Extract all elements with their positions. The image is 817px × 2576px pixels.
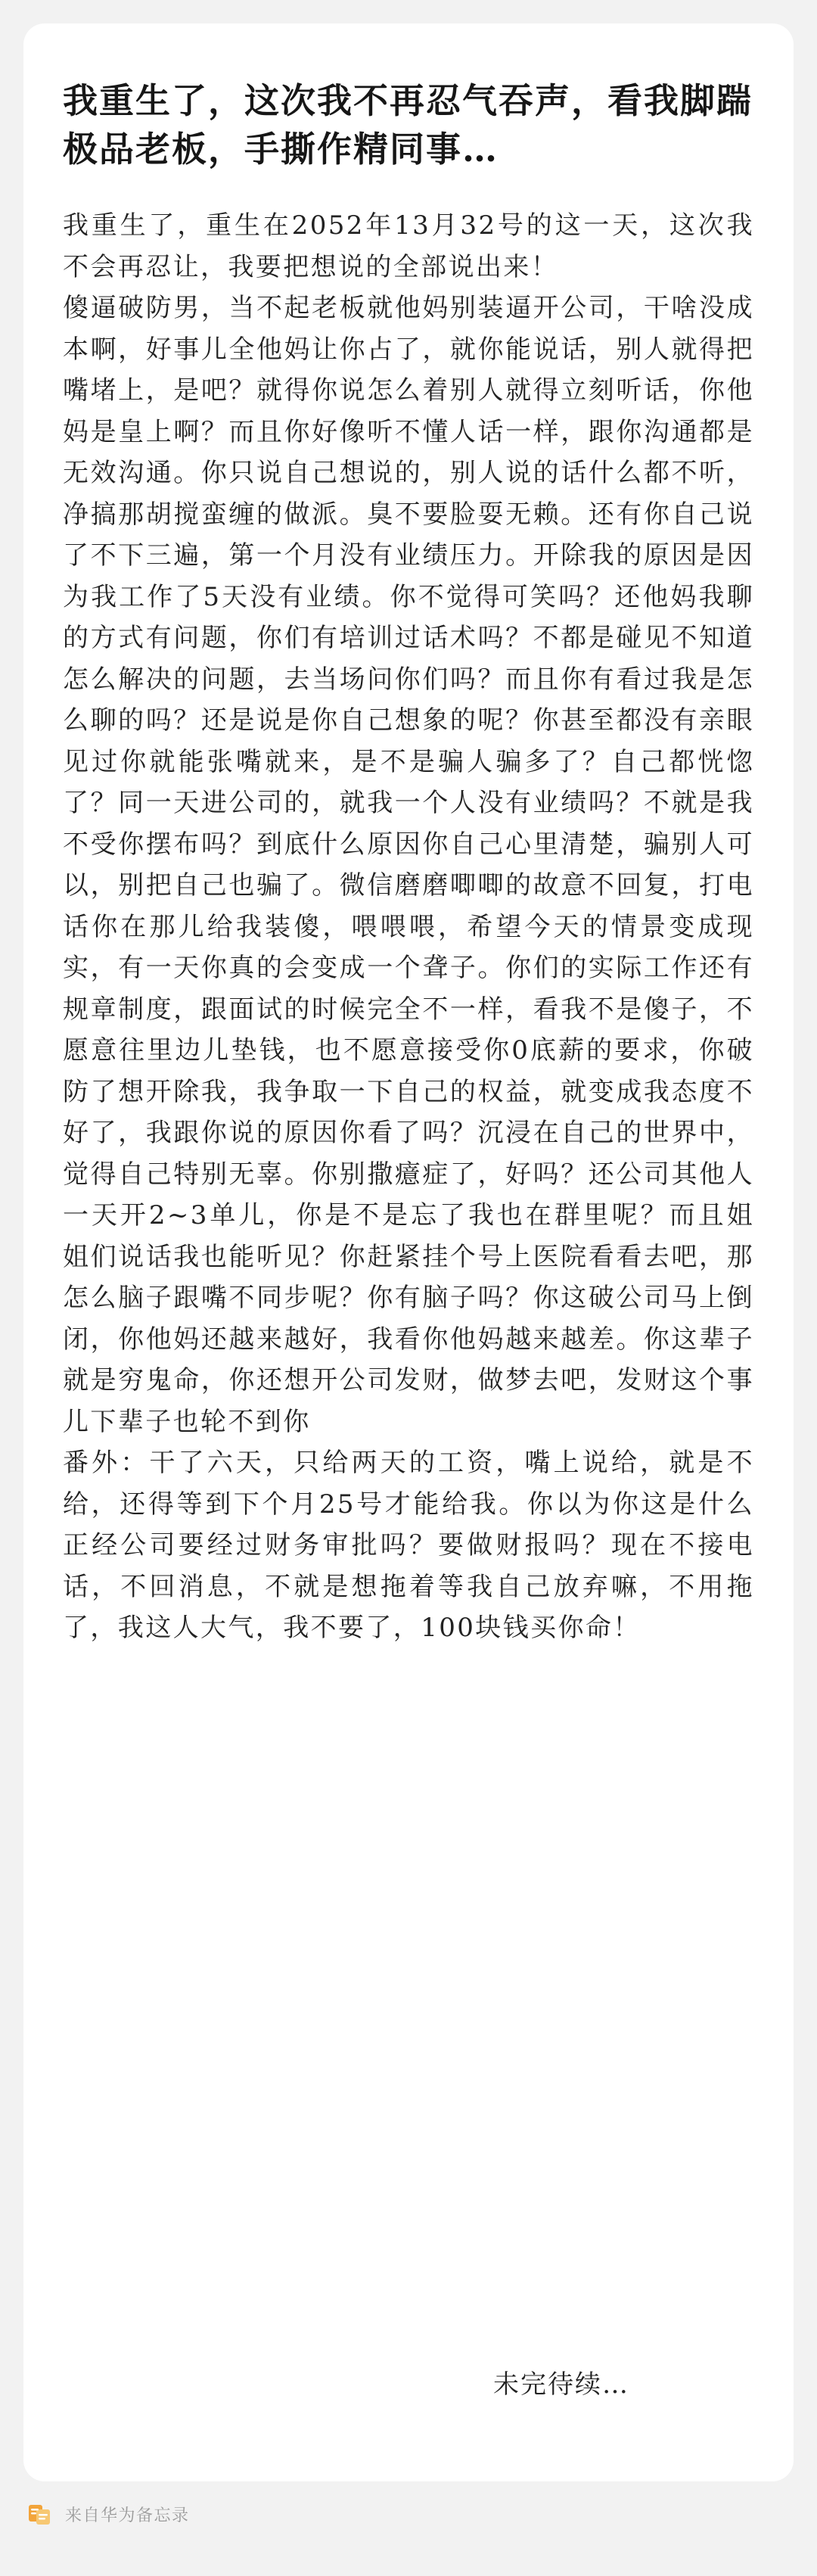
source-attribution: [27, 2499, 190, 2529]
to-be-continued-text: 未完待续…: [493, 2369, 629, 2400]
note-card: [23, 23, 794, 2481]
note-title: 我重生了，这次我不再忍气吞声，看我脚踹极品老板，手撕作精同事…: [63, 80, 753, 170]
note-paragraph: 番外：干了六天，只给两天的工资，嘴上说给，就是不给，还得等到下个月25号才能给我。你以为你这是什么正经公司要经过财务审批吗？要做财报吗？现在不接电话，不回消息，不就是想拖着等我自己放弃嘛，不用拖了，我这人大气，我不要了，100块钱买你命！: [63, 1448, 754, 1643]
source-label: 来自华为备忘录: [65, 2505, 190, 2525]
note-paragraph: 傻逼破防男，当不起老板就他妈别装逼开公司，干啥没成本啊，好事儿全他妈让你占了，就你能说话，别人就得把嘴堵上，是吧？就得你说怎么着别人就得立刻听话，你他妈是皇上啊？而且你好像听不懂人话一样，跟你沟通都是无效沟通。你只说自己想说的，别人说的话什么都不听，净搞那胡搅蛮缠的做派。臭不要脸耍无赖。还有你自己说了不下三遍，第一个月没有业绩压力。开除我的原因是因为我工作了5天没有业绩。你不觉得可笑吗？还他妈我聊的方式有问题，你们有培训过话术吗？不都是碰见不知道怎么解决的问题，去当场问你们吗？而且你有看过我是怎么聊的吗？还是说是你自己想象的呢？你甚至都没有亲眼见过你就能张嘴就来，是不是骗人骗多了？自己都恍惚了？同一天进公司的，就我一个人没有业绩吗？不就是我不受你摆布吗？到底什么原因你自己心里清楚，骗别人可以，别把自己也骗了。微信磨磨唧唧的故意不回复，打电话你在那儿给我装傻，喂喂喂，希望今天的情景变成现实，有一天你真的会变成一个聋子。你们的实际工作还有规章制度，跟面试的时候完全不一样，看我不是傻子，不愿意往里边儿垫钱，也不愿意接受你0底薪的要求，你破防了想开除我，我争取一下自己的权益，就变成我态度不好了，我跟你说的原因你看了吗？沉浸在自己的世界中，觉得自己特别无辜。你别撒癔症了，好吗？还公司其他人一天开2~3单儿，你是不是忘了我也在群里呢？而且姐姐们说话我也能听见？你赶紧挂个号上医院看看去吧，那怎么脑子跟嘴不同步呢？你有脑子吗？你这破公司马上倒闭，你他妈还越来越好，我看你他妈越来越差。你这辈子就是穷鬼命，你还想开公司发财，做梦去吧，发财这个事儿下辈子也轮不到你: [63, 293, 754, 1437]
note-body: [63, 205, 754, 1649]
note-paragraph: 我重生了，重生在2052年13月32号的这一天，这次我不会再忍让，我要把想说的全部说出来！: [63, 210, 754, 282]
notes-app-icon: [27, 2502, 51, 2526]
